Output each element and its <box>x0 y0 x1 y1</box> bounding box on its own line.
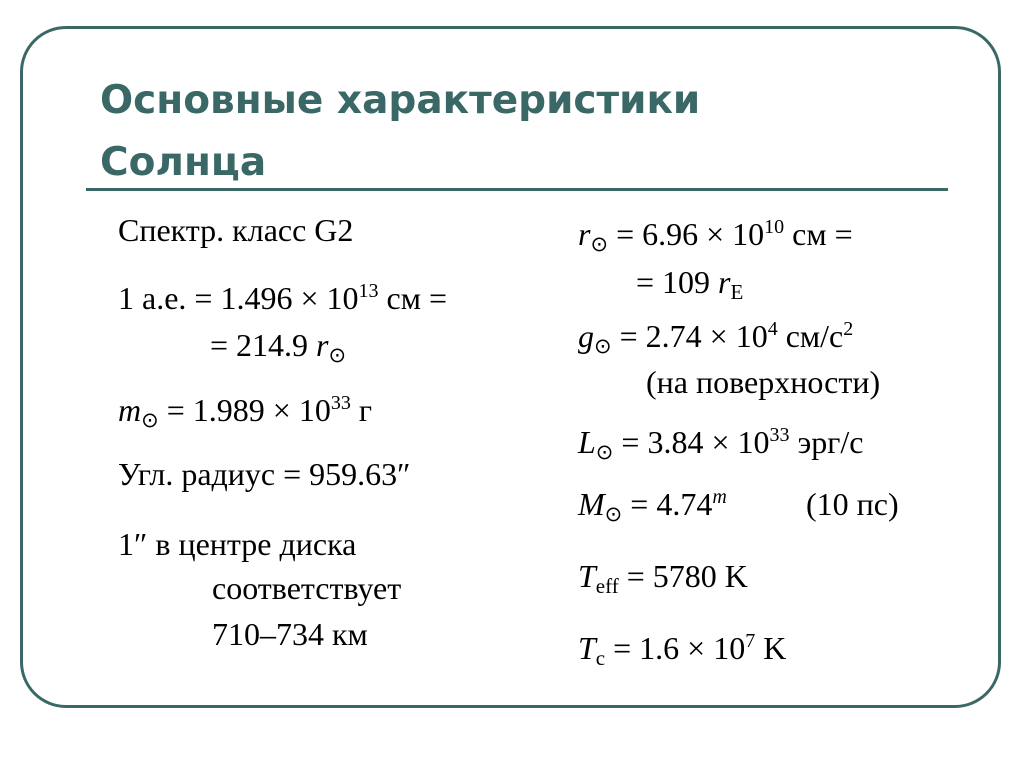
au-line <box>118 278 447 318</box>
disk-center-text: 1″ в центре диска <box>118 526 357 562</box>
mass-value: = 1.989 × 10 <box>158 392 331 428</box>
temperature-core-subscript: c <box>595 646 606 670</box>
mass-line <box>118 390 372 430</box>
sun-symbol: ⊙ <box>141 408 159 432</box>
surface-note-line <box>646 362 880 402</box>
temperature-symbol: T <box>578 558 596 594</box>
temperature-eff-subscript: eff <box>595 574 619 598</box>
luminosity-value: = 3.84 × 10 <box>613 424 770 460</box>
solar-radius-value: = 6.96 × 10 <box>608 216 765 252</box>
sun-symbol: ⊙ <box>590 232 609 256</box>
surface-note-text: (на поверхности) <box>646 364 881 400</box>
surface-gravity-line <box>578 316 853 356</box>
sun-symbol: ⊙ <box>604 502 623 526</box>
mass-exponent: 33 <box>330 392 351 414</box>
angular-radius-line <box>118 454 411 494</box>
core-temperature-value: = 1.6 × 10 <box>605 630 746 666</box>
au-unit: см = <box>378 280 447 316</box>
core-temperature-exponent: 7 <box>745 630 756 652</box>
gravity-unit: см/с <box>777 318 844 354</box>
title-line-2: Солнца <box>100 140 267 185</box>
radius-symbol: r <box>718 264 731 300</box>
luminosity-line <box>578 422 863 462</box>
gravity-symbol: g <box>578 318 594 354</box>
gravity-exponent: 4 <box>767 318 778 340</box>
slide-title <box>100 70 940 194</box>
effective-temperature-value: = 5780 K <box>618 558 748 594</box>
magnitude-distance-text: (10 пс) <box>806 486 899 522</box>
au-exponent: 13 <box>358 280 379 302</box>
core-temperature-line <box>578 628 786 668</box>
radius-symbol: r <box>578 216 591 252</box>
solar-radius-exponent: 10 <box>764 216 785 238</box>
angular-radius-text: Угл. радиус = 959.63″ <box>118 456 411 492</box>
gravity-value: = 2.74 × 10 <box>611 318 768 354</box>
disk-corresponds-text: соответствует <box>212 570 402 606</box>
solar-radius-unit: см = <box>784 216 853 252</box>
title-line-1: Основные характеристики <box>100 78 701 123</box>
disk-corresponds-line <box>212 568 401 608</box>
magnitude-symbol: M <box>578 486 605 522</box>
absolute-magnitude-line <box>578 484 727 524</box>
sun-symbol: ⊙ <box>595 440 614 464</box>
mass-unit: г <box>350 392 372 428</box>
title-divider <box>86 188 948 191</box>
disk-km-line <box>212 614 368 654</box>
radius-symbol: r <box>316 327 329 363</box>
spectral-class-text: Спектр. класс G2 <box>118 212 354 248</box>
disk-km-text: 710–734 км <box>212 616 368 652</box>
effective-temperature-line <box>578 556 748 596</box>
au-value: 1 а.е. = 1.496 × 10 <box>118 280 359 316</box>
au-continuation-line <box>210 325 346 365</box>
luminosity-unit: эрг/с <box>789 424 864 460</box>
core-temperature-unit: K <box>755 630 787 666</box>
luminosity-exponent: 33 <box>769 424 790 446</box>
sun-symbol: ⊙ <box>594 334 612 358</box>
spectral-class-line <box>118 210 353 250</box>
magnitude-value: = 4.74 <box>622 486 713 522</box>
magnitude-distance-note <box>806 484 899 524</box>
earth-subscript: E <box>730 280 744 304</box>
temperature-symbol: T <box>578 630 596 666</box>
luminosity-symbol: L <box>578 424 596 460</box>
solar-radius-line <box>578 214 853 254</box>
au-solar-radii-value: = 214.9 <box>210 327 317 363</box>
mass-symbol: m <box>118 392 142 428</box>
earth-radii-value: = 109 <box>636 264 719 300</box>
gravity-unit-exponent: 2 <box>843 318 854 340</box>
magnitude-superscript: m <box>712 486 727 508</box>
sun-symbol: ⊙ <box>328 343 347 367</box>
solar-radius-earth-line <box>636 262 743 302</box>
disk-center-line <box>118 524 356 564</box>
